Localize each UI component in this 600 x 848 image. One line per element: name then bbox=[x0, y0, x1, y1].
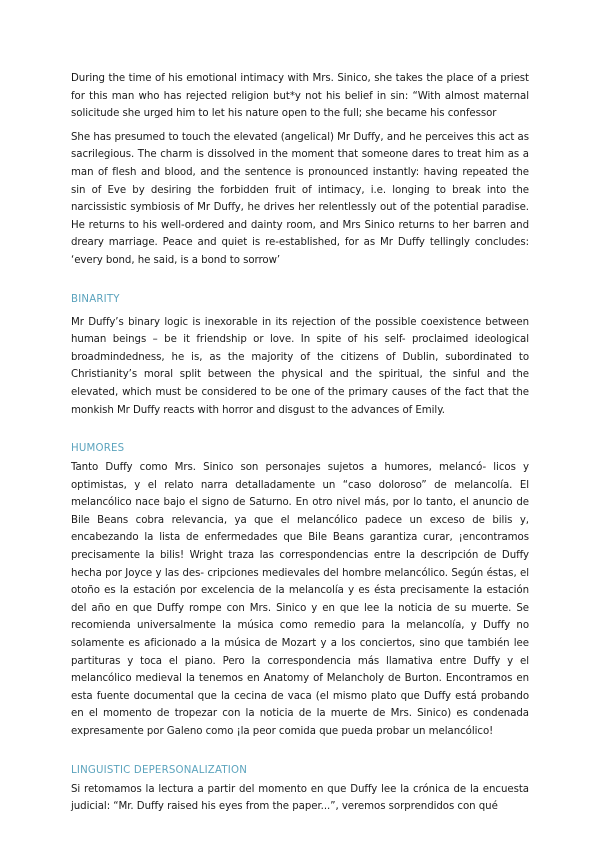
document-page bbox=[71, 70, 529, 822]
section-heading-linguistic-depersonalization: LINGUISTIC DEPERSONALIZATION bbox=[71, 764, 248, 776]
section-body-binarity: Mr Duffy’s binary logic is inexorable in its rejection of the possible coexistence between human beings – be it friendship or love. In spite of his self- proclaimed ideological broadmindedness, he is, as the majority of the citizens of Dublin, subordinated to Christianity’s moral split between the physical and the spiritual, the sinful and the elevated, which must be considered to be one of the primary causes of the fact that the monkish Mr Duffy reacts with horror and disgust to the advances of Emily. bbox=[71, 316, 529, 416]
section-heading-humores: HUMORES bbox=[71, 443, 125, 455]
section-body-humores: Tanto Duffy como Mrs. Sinico son personajes sujetos a humores, melancó- licos y optimistas, y el relato narra detalladamente un “caso doloroso” de melancolía. El melancólico nace bajo el signo de Saturno. En otro nivel más, por lo tanto, el anuncio de Bile Beans cobra relevancia, ya que el melancólico padece un exceso de bilis y, encabezando la lista de enfermedades que Bile Beans garantiza curar, ¡encontramos precisamente la bilis! Wright traza las correspondencias entre la descripción de Duffy hecha por Joyce y las des- cripciones medievales del hombre melancólico. Según éstas, el otoño es la estación por excelencia de la melancolía y es ésta precisamente la estación del año en que Duffy rompe con Mrs. Sinico y en que lee la noticia de su muerte. Se recomienda universalmente la música como remedio para la melancolía, y Duffy no solamente es aficionado a la música de Mozart y a los conciertos, sino que también lee partituras y toca el piano. Pero la correspondencia más llamativa entre Duffy y el melancólico medieval la tenemos en Anatomy of Melancholy de Burton. Encontramos en esta fuente documental que la cecina de vaca (el mismo plato que Duffy está probando en el momento de tropezar con la noticia de la muerte de Mrs. Sinico) es condenada expresamente por Galeno como ¡la peor comida que pueda probar un melancólico! bbox=[71, 462, 529, 737]
section-body-linguistic-depersonalization: Si retomamos la lectura a partir del momento en que Duffy lee la crónica de la encuesta judicial: “Mr. Duffy raised his eyes from the paper...”, veremos sorprendidos con qué bbox=[71, 783, 529, 813]
section-heading-binarity: BINARITY bbox=[71, 293, 120, 305]
intro-paragraph: During the time of his emotional intimacy with Mrs. Sinico, she takes the place of a priest for this man who has rejected religion but*y not his belief in sin: “With almost maternal solicitude she urged him to let his nature open to the full; she became his confessor bbox=[71, 73, 529, 120]
intro-paragraph: She has presumed to touch the elevated (angelical) Mr Duffy, and he perceives this act as sacrilegious. The charm is dissolved in the moment that someone dares to treat him as a man of flesh and blood, and the sentence is pronounced instantly: having repeated the sin of Eve by desiring the forbidden fruit of intimacy, i.e. longing to break into the narcissistic symbiosis of Mr Duffy, he drives her relentlessly out of the potential paradise. He returns to his well-ordered and dainty room, and Mrs Sinico returns to her barren and dreary marriage. Peace and quiet is re-established, for as Mr Duffy tellingly concludes: ‘every bond, he said, is a bond to sorrow’ bbox=[71, 131, 529, 266]
